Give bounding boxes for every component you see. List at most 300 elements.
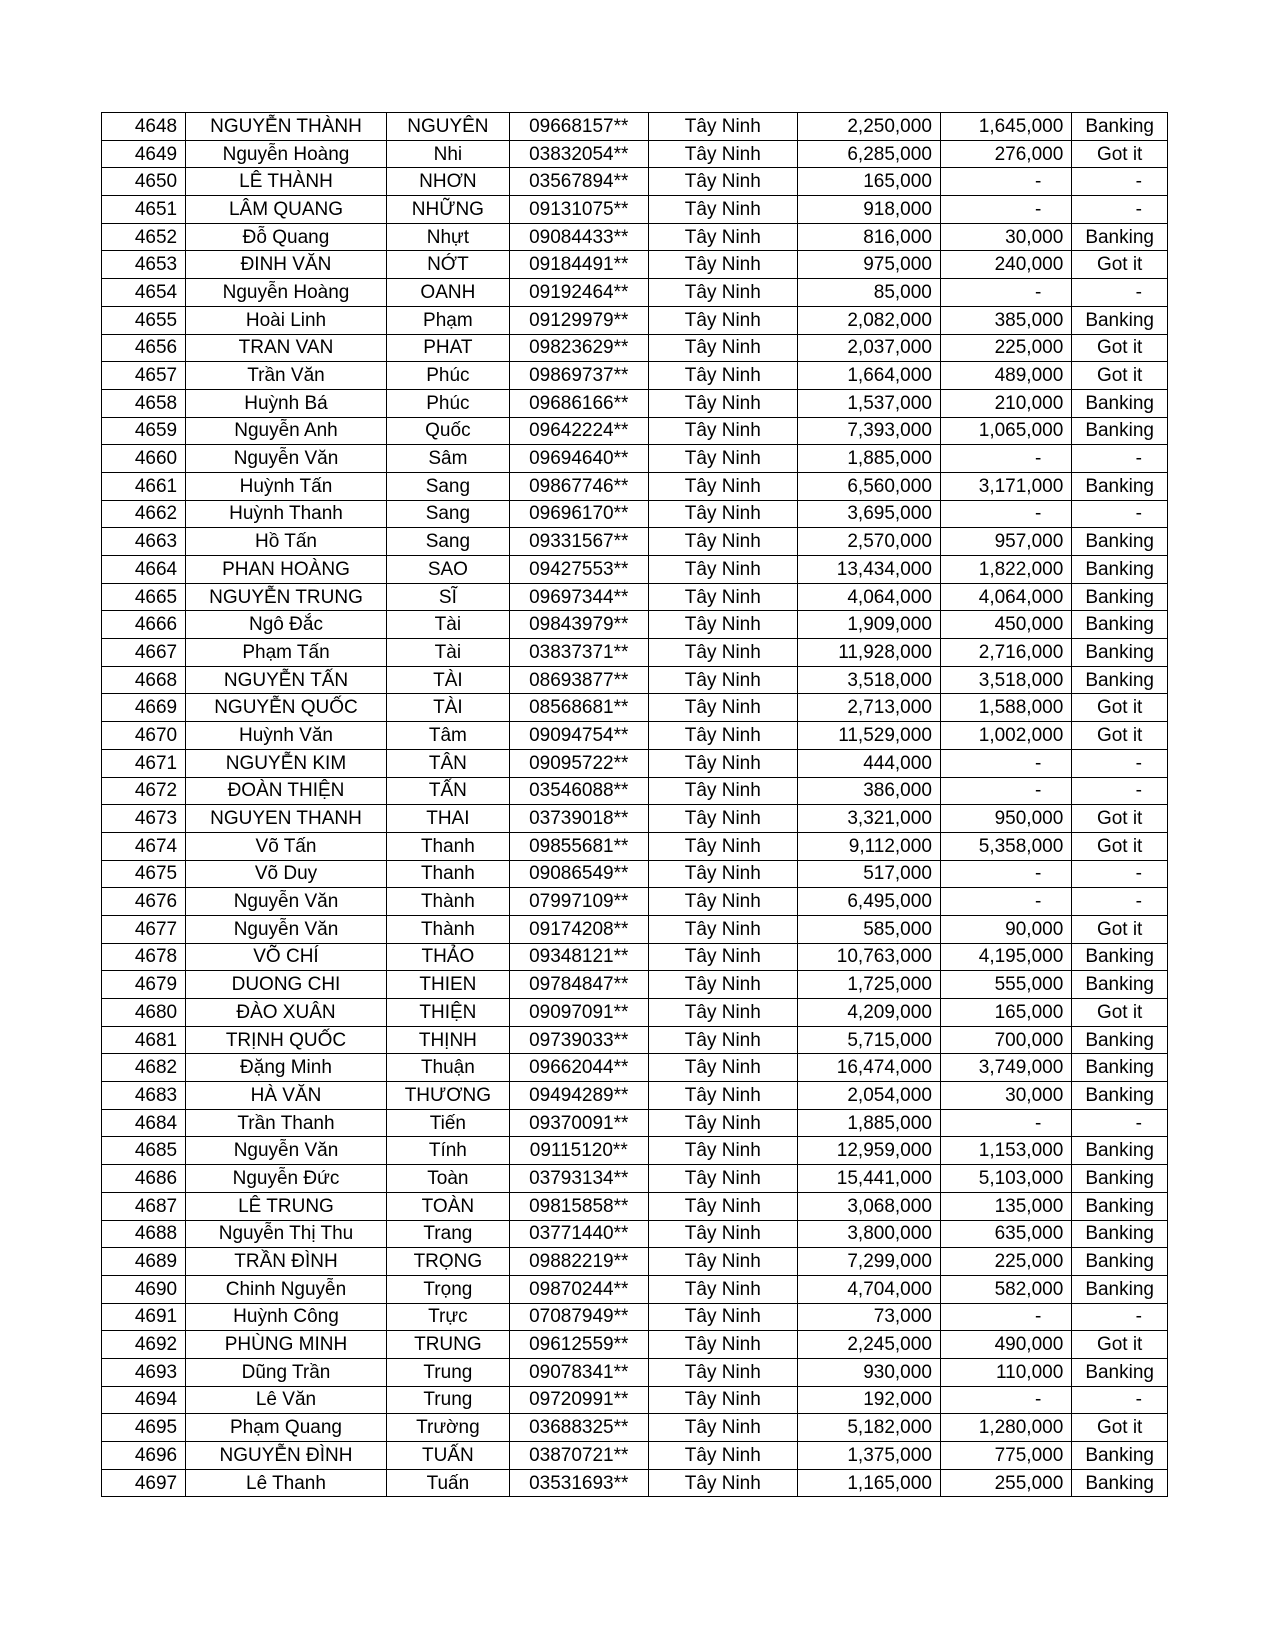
cell-first-name: THỊNH bbox=[386, 1026, 509, 1054]
cell-province: Tây Ninh bbox=[648, 279, 797, 307]
cell-province: Tây Ninh bbox=[648, 1192, 797, 1220]
cell-province: Tây Ninh bbox=[648, 805, 797, 833]
cell-first-name: TRỌNG bbox=[386, 1248, 509, 1276]
cell-row-id: 4673 bbox=[102, 805, 186, 833]
cell-amount: 816,000 bbox=[797, 223, 940, 251]
cell-phone: 03546088** bbox=[509, 777, 648, 805]
table-row bbox=[102, 1442, 1168, 1470]
cell-amount: 9,112,000 bbox=[797, 832, 940, 860]
cell-amount: 4,704,000 bbox=[797, 1275, 940, 1303]
table-row bbox=[102, 362, 1168, 390]
cell-first-name: NGUYÊN bbox=[386, 113, 509, 141]
cell-phone: 09097091** bbox=[509, 999, 648, 1027]
cell-first-name: NHỮNG bbox=[386, 196, 509, 224]
cell-province: Tây Ninh bbox=[648, 472, 797, 500]
cell-method: - bbox=[1072, 500, 1168, 528]
cell-row-id: 4688 bbox=[102, 1220, 186, 1248]
cell-last-name: TRẦN ĐÌNH bbox=[186, 1248, 387, 1276]
cell-amount: 1,375,000 bbox=[797, 1442, 940, 1470]
cell-bonus: - bbox=[940, 168, 1071, 196]
cell-last-name: HÀ VĂN bbox=[186, 1082, 387, 1110]
cell-bonus: 582,000 bbox=[940, 1275, 1071, 1303]
cell-first-name: Trực bbox=[386, 1303, 509, 1331]
cell-row-id: 4677 bbox=[102, 915, 186, 943]
cell-last-name: Nguyễn Đức bbox=[186, 1165, 387, 1193]
cell-first-name: Sang bbox=[386, 472, 509, 500]
cell-last-name: NGUYỄN TRUNG bbox=[186, 583, 387, 611]
cell-first-name: Sâm bbox=[386, 445, 509, 473]
cell-method: - bbox=[1072, 445, 1168, 473]
cell-amount: 1,725,000 bbox=[797, 971, 940, 999]
cell-method: Banking bbox=[1072, 1358, 1168, 1386]
cell-amount: 10,763,000 bbox=[797, 943, 940, 971]
table-row bbox=[102, 666, 1168, 694]
cell-phone: 09869737** bbox=[509, 362, 648, 390]
cell-first-name: Tài bbox=[386, 639, 509, 667]
cell-bonus: 240,000 bbox=[940, 251, 1071, 279]
cell-first-name: Phúc bbox=[386, 362, 509, 390]
table-row bbox=[102, 999, 1168, 1027]
cell-province: Tây Ninh bbox=[648, 362, 797, 390]
cell-province: Tây Ninh bbox=[648, 915, 797, 943]
cell-province: Tây Ninh bbox=[648, 666, 797, 694]
table-row bbox=[102, 805, 1168, 833]
cell-first-name: TÀI bbox=[386, 694, 509, 722]
cell-method: Banking bbox=[1072, 1220, 1168, 1248]
cell-first-name: THƯƠNG bbox=[386, 1082, 509, 1110]
cell-amount: 7,299,000 bbox=[797, 1248, 940, 1276]
cell-province: Tây Ninh bbox=[648, 860, 797, 888]
cell-amount: 2,037,000 bbox=[797, 334, 940, 362]
cell-last-name: NGUYỄN QUỐC bbox=[186, 694, 387, 722]
cell-method: Got it bbox=[1072, 832, 1168, 860]
table-row bbox=[102, 1386, 1168, 1414]
cell-last-name: Lê Văn bbox=[186, 1386, 387, 1414]
cell-row-id: 4651 bbox=[102, 196, 186, 224]
cell-phone: 09686166** bbox=[509, 389, 648, 417]
cell-method: Banking bbox=[1072, 528, 1168, 556]
cell-method: Banking bbox=[1072, 472, 1168, 500]
cell-row-id: 4670 bbox=[102, 722, 186, 750]
cell-row-id: 4687 bbox=[102, 1192, 186, 1220]
cell-province: Tây Ninh bbox=[648, 1220, 797, 1248]
cell-bonus: 5,358,000 bbox=[940, 832, 1071, 860]
cell-phone: 09131075** bbox=[509, 196, 648, 224]
table-row bbox=[102, 1220, 1168, 1248]
records-table bbox=[101, 112, 1168, 1497]
cell-row-id: 4676 bbox=[102, 888, 186, 916]
cell-row-id: 4669 bbox=[102, 694, 186, 722]
cell-last-name: Dũng Trần bbox=[186, 1358, 387, 1386]
cell-last-name: Trần Văn bbox=[186, 362, 387, 390]
cell-method: Got it bbox=[1072, 915, 1168, 943]
cell-method: Got it bbox=[1072, 722, 1168, 750]
table-row bbox=[102, 528, 1168, 556]
cell-phone: 09184491** bbox=[509, 251, 648, 279]
cell-last-name: Nguyễn Văn bbox=[186, 1137, 387, 1165]
cell-first-name: TÀI bbox=[386, 666, 509, 694]
cell-last-name: Chinh Nguyễn bbox=[186, 1275, 387, 1303]
cell-amount: 5,715,000 bbox=[797, 1026, 940, 1054]
table-row bbox=[102, 943, 1168, 971]
cell-bonus: - bbox=[940, 860, 1071, 888]
cell-last-name: NGUYỄN KIM bbox=[186, 749, 387, 777]
cell-first-name: NỚT bbox=[386, 251, 509, 279]
cell-method: Banking bbox=[1072, 1165, 1168, 1193]
cell-row-id: 4652 bbox=[102, 223, 186, 251]
cell-phone: 09095722** bbox=[509, 749, 648, 777]
cell-row-id: 4675 bbox=[102, 860, 186, 888]
cell-amount: 165,000 bbox=[797, 168, 940, 196]
cell-province: Tây Ninh bbox=[648, 500, 797, 528]
cell-amount: 6,285,000 bbox=[797, 140, 940, 168]
table-row bbox=[102, 832, 1168, 860]
cell-last-name: LÂM QUANG bbox=[186, 196, 387, 224]
cell-first-name: NHƠN bbox=[386, 168, 509, 196]
cell-province: Tây Ninh bbox=[648, 389, 797, 417]
cell-row-id: 4696 bbox=[102, 1442, 186, 1470]
cell-row-id: 4664 bbox=[102, 556, 186, 584]
table-row bbox=[102, 113, 1168, 141]
cell-row-id: 4684 bbox=[102, 1109, 186, 1137]
cell-first-name: Tâm bbox=[386, 722, 509, 750]
table-row bbox=[102, 860, 1168, 888]
cell-row-id: 4681 bbox=[102, 1026, 186, 1054]
cell-last-name: Huỳnh Bá bbox=[186, 389, 387, 417]
table-row bbox=[102, 888, 1168, 916]
cell-amount: 1,537,000 bbox=[797, 389, 940, 417]
cell-amount: 85,000 bbox=[797, 279, 940, 307]
table-row bbox=[102, 306, 1168, 334]
cell-bonus: 210,000 bbox=[940, 389, 1071, 417]
cell-method: - bbox=[1072, 1303, 1168, 1331]
cell-amount: 3,800,000 bbox=[797, 1220, 940, 1248]
cell-province: Tây Ninh bbox=[648, 694, 797, 722]
table-row bbox=[102, 1137, 1168, 1165]
cell-row-id: 4682 bbox=[102, 1054, 186, 1082]
table-row bbox=[102, 1331, 1168, 1359]
cell-phone: 03688325** bbox=[509, 1414, 648, 1442]
cell-first-name: Tiến bbox=[386, 1109, 509, 1137]
cell-province: Tây Ninh bbox=[648, 251, 797, 279]
cell-province: Tây Ninh bbox=[648, 196, 797, 224]
cell-first-name: Quốc bbox=[386, 417, 509, 445]
table-row bbox=[102, 1109, 1168, 1137]
cell-amount: 2,245,000 bbox=[797, 1331, 940, 1359]
cell-last-name: Nguyễn Văn bbox=[186, 915, 387, 943]
cell-phone: 09086549** bbox=[509, 860, 648, 888]
cell-phone: 09843979** bbox=[509, 611, 648, 639]
table-row bbox=[102, 500, 1168, 528]
cell-bonus: - bbox=[940, 1386, 1071, 1414]
cell-amount: 4,209,000 bbox=[797, 999, 940, 1027]
cell-phone: 09882219** bbox=[509, 1248, 648, 1276]
cell-province: Tây Ninh bbox=[648, 1442, 797, 1470]
cell-bonus: - bbox=[940, 749, 1071, 777]
table-row bbox=[102, 777, 1168, 805]
cell-bonus: 225,000 bbox=[940, 1248, 1071, 1276]
cell-first-name: TUẤN bbox=[386, 1442, 509, 1470]
cell-phone: 09867746** bbox=[509, 472, 648, 500]
cell-phone: 09642224** bbox=[509, 417, 648, 445]
table-row bbox=[102, 1303, 1168, 1331]
cell-phone: 03771440** bbox=[509, 1220, 648, 1248]
cell-method: - bbox=[1072, 1109, 1168, 1137]
cell-method: Got it bbox=[1072, 1331, 1168, 1359]
table-row bbox=[102, 223, 1168, 251]
cell-first-name: Trang bbox=[386, 1220, 509, 1248]
cell-method: Got it bbox=[1072, 999, 1168, 1027]
cell-bonus: 1,065,000 bbox=[940, 417, 1071, 445]
cell-row-id: 4692 bbox=[102, 1331, 186, 1359]
cell-phone: 09331567** bbox=[509, 528, 648, 556]
cell-last-name: Trần Thanh bbox=[186, 1109, 387, 1137]
cell-province: Tây Ninh bbox=[648, 1303, 797, 1331]
cell-phone: 09612559** bbox=[509, 1331, 648, 1359]
cell-method: Banking bbox=[1072, 306, 1168, 334]
cell-method: Banking bbox=[1072, 1192, 1168, 1220]
cell-amount: 1,885,000 bbox=[797, 445, 940, 473]
cell-bonus: 2,716,000 bbox=[940, 639, 1071, 667]
cell-province: Tây Ninh bbox=[648, 943, 797, 971]
cell-amount: 1,885,000 bbox=[797, 1109, 940, 1137]
cell-row-id: 4649 bbox=[102, 140, 186, 168]
cell-amount: 930,000 bbox=[797, 1358, 940, 1386]
cell-phone: 03870721** bbox=[509, 1442, 648, 1470]
cell-province: Tây Ninh bbox=[648, 583, 797, 611]
cell-row-id: 4683 bbox=[102, 1082, 186, 1110]
cell-phone: 09348121** bbox=[509, 943, 648, 971]
cell-first-name: Thanh bbox=[386, 860, 509, 888]
cell-row-id: 4662 bbox=[102, 500, 186, 528]
cell-row-id: 4656 bbox=[102, 334, 186, 362]
cell-province: Tây Ninh bbox=[648, 306, 797, 334]
cell-bonus: 90,000 bbox=[940, 915, 1071, 943]
cell-last-name: NGUYỄN THÀNH bbox=[186, 113, 387, 141]
cell-province: Tây Ninh bbox=[648, 556, 797, 584]
cell-first-name: Thanh bbox=[386, 832, 509, 860]
cell-last-name: PHAN HOÀNG bbox=[186, 556, 387, 584]
cell-last-name: Ngô Đắc bbox=[186, 611, 387, 639]
cell-first-name: Thành bbox=[386, 915, 509, 943]
cell-phone: 09427553** bbox=[509, 556, 648, 584]
cell-amount: 192,000 bbox=[797, 1386, 940, 1414]
cell-first-name: Toàn bbox=[386, 1165, 509, 1193]
cell-method: Banking bbox=[1072, 1442, 1168, 1470]
cell-first-name: PHAT bbox=[386, 334, 509, 362]
cell-phone: 03739018** bbox=[509, 805, 648, 833]
cell-method: Banking bbox=[1072, 1275, 1168, 1303]
cell-last-name: Hồ Tấn bbox=[186, 528, 387, 556]
cell-last-name: ĐOÀN THIỆN bbox=[186, 777, 387, 805]
cell-first-name: TÂN bbox=[386, 749, 509, 777]
table-row bbox=[102, 140, 1168, 168]
cell-bonus: - bbox=[940, 196, 1071, 224]
cell-method: - bbox=[1072, 860, 1168, 888]
cell-last-name: Võ Tấn bbox=[186, 832, 387, 860]
cell-amount: 6,560,000 bbox=[797, 472, 940, 500]
cell-last-name: NGUYỄN ĐÌNH bbox=[186, 1442, 387, 1470]
cell-last-name: Nguyễn Anh bbox=[186, 417, 387, 445]
table-row bbox=[102, 417, 1168, 445]
cell-province: Tây Ninh bbox=[648, 639, 797, 667]
cell-phone: 09094754** bbox=[509, 722, 648, 750]
table-row bbox=[102, 1358, 1168, 1386]
cell-province: Tây Ninh bbox=[648, 722, 797, 750]
cell-phone: 09494289** bbox=[509, 1082, 648, 1110]
table-row bbox=[102, 334, 1168, 362]
cell-row-id: 4686 bbox=[102, 1165, 186, 1193]
cell-last-name: Nguyễn Thị Thu bbox=[186, 1220, 387, 1248]
cell-row-id: 4679 bbox=[102, 971, 186, 999]
cell-amount: 2,250,000 bbox=[797, 113, 940, 141]
cell-amount: 6,495,000 bbox=[797, 888, 940, 916]
cell-first-name: TOÀN bbox=[386, 1192, 509, 1220]
cell-first-name: OANH bbox=[386, 279, 509, 307]
cell-phone: 09784847** bbox=[509, 971, 648, 999]
cell-bonus: 450,000 bbox=[940, 611, 1071, 639]
cell-province: Tây Ninh bbox=[648, 749, 797, 777]
cell-first-name: Tuấn bbox=[386, 1469, 509, 1497]
cell-amount: 1,909,000 bbox=[797, 611, 940, 639]
table-row bbox=[102, 556, 1168, 584]
cell-phone: 09694640** bbox=[509, 445, 648, 473]
cell-method: Banking bbox=[1072, 583, 1168, 611]
cell-row-id: 4657 bbox=[102, 362, 186, 390]
cell-bonus: 135,000 bbox=[940, 1192, 1071, 1220]
cell-method: Banking bbox=[1072, 223, 1168, 251]
cell-row-id: 4695 bbox=[102, 1414, 186, 1442]
cell-method: - bbox=[1072, 168, 1168, 196]
cell-phone: 09739033** bbox=[509, 1026, 648, 1054]
cell-row-id: 4666 bbox=[102, 611, 186, 639]
table-row bbox=[102, 445, 1168, 473]
cell-method: Got it bbox=[1072, 334, 1168, 362]
cell-row-id: 4689 bbox=[102, 1248, 186, 1276]
cell-bonus: 3,171,000 bbox=[940, 472, 1071, 500]
table-body bbox=[102, 113, 1168, 1497]
cell-province: Tây Ninh bbox=[648, 1165, 797, 1193]
cell-province: Tây Ninh bbox=[648, 1358, 797, 1386]
cell-first-name: Sang bbox=[386, 528, 509, 556]
cell-amount: 386,000 bbox=[797, 777, 940, 805]
cell-method: Banking bbox=[1072, 639, 1168, 667]
cell-bonus: 555,000 bbox=[940, 971, 1071, 999]
cell-row-id: 4678 bbox=[102, 943, 186, 971]
cell-province: Tây Ninh bbox=[648, 1386, 797, 1414]
cell-bonus: - bbox=[940, 279, 1071, 307]
cell-row-id: 4659 bbox=[102, 417, 186, 445]
cell-method: Banking bbox=[1072, 1469, 1168, 1497]
cell-amount: 918,000 bbox=[797, 196, 940, 224]
cell-row-id: 4655 bbox=[102, 306, 186, 334]
cell-bonus: 775,000 bbox=[940, 1442, 1071, 1470]
cell-province: Tây Ninh bbox=[648, 417, 797, 445]
cell-amount: 15,441,000 bbox=[797, 1165, 940, 1193]
cell-first-name: Tài bbox=[386, 611, 509, 639]
cell-method: Banking bbox=[1072, 1248, 1168, 1276]
cell-province: Tây Ninh bbox=[648, 1054, 797, 1082]
cell-first-name: THẢO bbox=[386, 943, 509, 971]
cell-phone: 03837371** bbox=[509, 639, 648, 667]
cell-first-name: THIEN bbox=[386, 971, 509, 999]
cell-amount: 2,713,000 bbox=[797, 694, 940, 722]
cell-method: - bbox=[1072, 1386, 1168, 1414]
cell-last-name: NGUYEN THANH bbox=[186, 805, 387, 833]
cell-phone: 09078341** bbox=[509, 1358, 648, 1386]
cell-row-id: 4694 bbox=[102, 1386, 186, 1414]
cell-first-name: THIỆN bbox=[386, 999, 509, 1027]
cell-amount: 11,928,000 bbox=[797, 639, 940, 667]
cell-row-id: 4665 bbox=[102, 583, 186, 611]
cell-bonus: - bbox=[940, 1109, 1071, 1137]
cell-amount: 517,000 bbox=[797, 860, 940, 888]
cell-phone: 09870244** bbox=[509, 1275, 648, 1303]
cell-row-id: 4660 bbox=[102, 445, 186, 473]
cell-first-name: Thuận bbox=[386, 1054, 509, 1082]
cell-row-id: 4650 bbox=[102, 168, 186, 196]
cell-row-id: 4693 bbox=[102, 1358, 186, 1386]
cell-bonus: 1,822,000 bbox=[940, 556, 1071, 584]
cell-phone: 09174208** bbox=[509, 915, 648, 943]
cell-row-id: 4668 bbox=[102, 666, 186, 694]
table-row bbox=[102, 583, 1168, 611]
cell-province: Tây Ninh bbox=[648, 1331, 797, 1359]
cell-row-id: 4658 bbox=[102, 389, 186, 417]
cell-amount: 5,182,000 bbox=[797, 1414, 940, 1442]
cell-bonus: 1,153,000 bbox=[940, 1137, 1071, 1165]
cell-amount: 3,321,000 bbox=[797, 805, 940, 833]
cell-amount: 12,959,000 bbox=[797, 1137, 940, 1165]
cell-last-name: Hoài Linh bbox=[186, 306, 387, 334]
cell-row-id: 4685 bbox=[102, 1137, 186, 1165]
table-row bbox=[102, 196, 1168, 224]
cell-last-name: PHÙNG MINH bbox=[186, 1331, 387, 1359]
cell-last-name: Võ Duy bbox=[186, 860, 387, 888]
cell-phone: 09668157** bbox=[509, 113, 648, 141]
cell-province: Tây Ninh bbox=[648, 1414, 797, 1442]
cell-method: Banking bbox=[1072, 971, 1168, 999]
cell-phone: 09084433** bbox=[509, 223, 648, 251]
cell-bonus: - bbox=[940, 445, 1071, 473]
cell-phone: 09115120** bbox=[509, 1137, 648, 1165]
cell-phone: 09696170** bbox=[509, 500, 648, 528]
cell-amount: 2,570,000 bbox=[797, 528, 940, 556]
cell-province: Tây Ninh bbox=[648, 1137, 797, 1165]
cell-last-name: NGUYỄN TẤN bbox=[186, 666, 387, 694]
cell-method: Banking bbox=[1072, 943, 1168, 971]
table-row bbox=[102, 1192, 1168, 1220]
cell-last-name: Huỳnh Tấn bbox=[186, 472, 387, 500]
cell-bonus: - bbox=[940, 500, 1071, 528]
cell-province: Tây Ninh bbox=[648, 1082, 797, 1110]
table-row bbox=[102, 389, 1168, 417]
cell-phone: 03793134** bbox=[509, 1165, 648, 1193]
cell-amount: 585,000 bbox=[797, 915, 940, 943]
table-row bbox=[102, 1026, 1168, 1054]
cell-last-name: ĐÀO XUÂN bbox=[186, 999, 387, 1027]
cell-amount: 16,474,000 bbox=[797, 1054, 940, 1082]
table-row bbox=[102, 749, 1168, 777]
cell-method: Banking bbox=[1072, 1137, 1168, 1165]
cell-phone: 09697344** bbox=[509, 583, 648, 611]
cell-province: Tây Ninh bbox=[648, 971, 797, 999]
cell-method: Banking bbox=[1072, 556, 1168, 584]
cell-first-name: Phạm bbox=[386, 306, 509, 334]
cell-bonus: 1,280,000 bbox=[940, 1414, 1071, 1442]
cell-method: Banking bbox=[1072, 666, 1168, 694]
table-row bbox=[102, 168, 1168, 196]
